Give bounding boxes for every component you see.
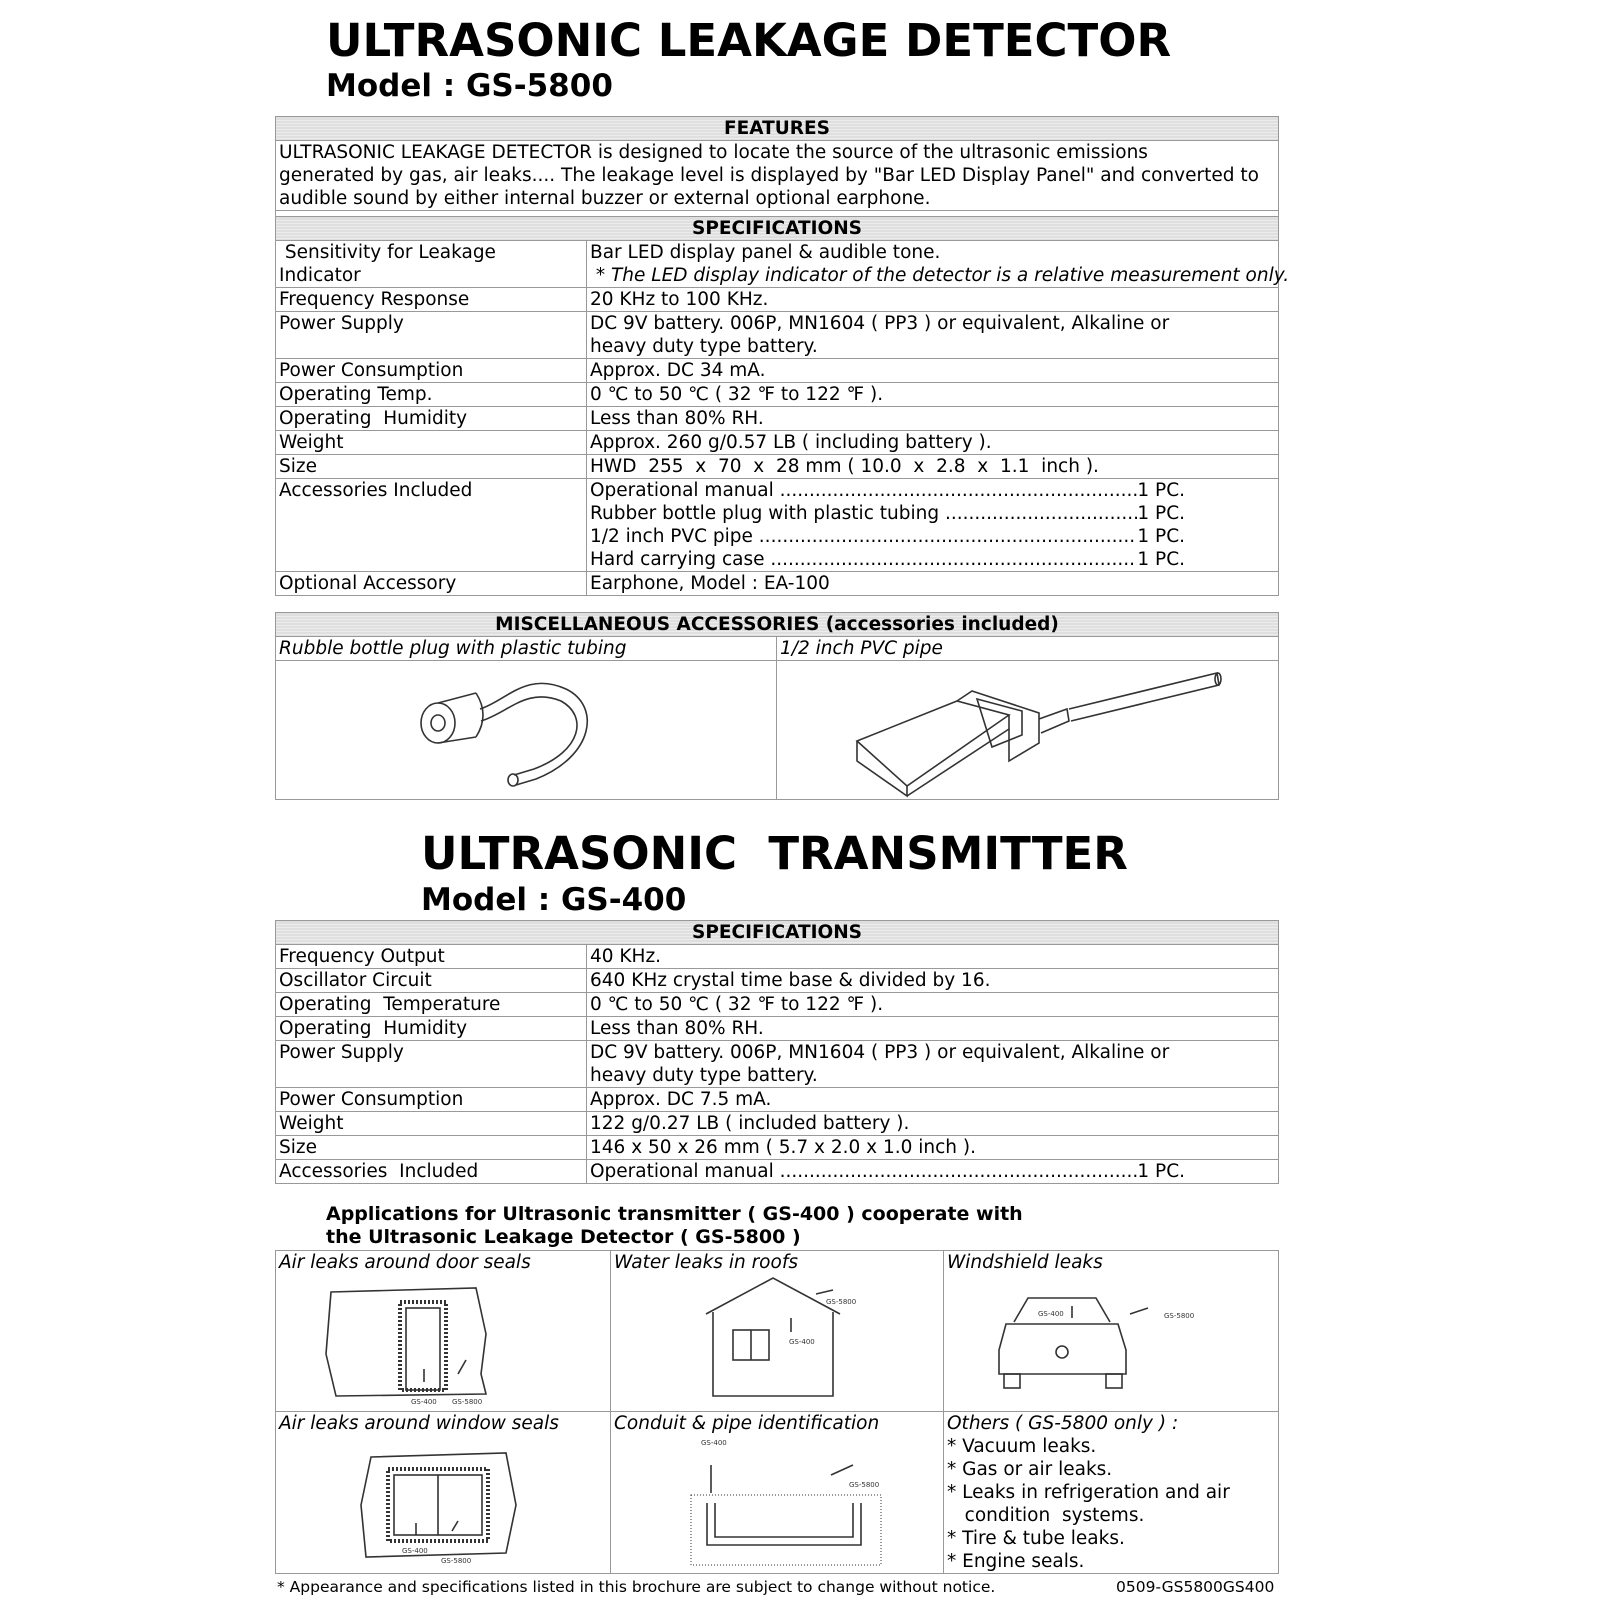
specifications-header: SPECIFICATIONS	[276, 217, 1279, 241]
app-caption: Air leaks around door seals	[279, 1252, 531, 1273]
misc-right-caption: 1/2 inch PVC pipe	[777, 637, 1279, 661]
accessory-name: Rubber bottle plug with plastic tubing .....	[590, 502, 1137, 525]
spec-value: heavy duty type battery.	[590, 1065, 818, 1086]
accessory-item	[590, 479, 1185, 502]
spec-value: Less than 80% RH.	[587, 407, 1279, 431]
app-caption: Windshield leaks	[947, 1252, 1103, 1273]
spec-label: Operating Temperature	[276, 993, 587, 1017]
spec-label: Oscillator Circuit	[276, 969, 587, 993]
spec-row-weight	[276, 431, 1279, 455]
diagram-label-tx: GS-400	[1038, 1310, 1064, 1318]
spec-row-size	[276, 455, 1279, 479]
app-caption: Conduit & pipe identification	[614, 1413, 880, 1434]
accessory-name: 1/2 inch PVC pipe .....	[590, 525, 1137, 548]
diagram-label-tx: GS-400	[402, 1547, 428, 1555]
misc-left-caption: Rubble bottle plug with plastic tubing	[276, 637, 777, 661]
spec-value: 640 KHz crystal time base & divided by 16.	[587, 969, 1279, 993]
applications-title-line: Applications for Ultrasonic transmitter ( GS-400 ) cooperate with	[326, 1203, 1023, 1225]
accessory-item	[590, 502, 1185, 525]
spec-row-frequency	[276, 288, 1279, 312]
spec-label: Accessories Included	[276, 479, 587, 572]
others-item: * Tire & tube leaks.	[947, 1528, 1125, 1549]
spec-value: DC 9V battery. 006P, MN1604 ( PP3 ) or equivalent, Alkaline or	[590, 1042, 1170, 1063]
spec-value: 0 ℃ to 50 ℃ ( 32 ℉ to 122 ℉ ).	[587, 383, 1279, 407]
spec-value: Approx. DC 34 mA.	[587, 359, 1279, 383]
spec-label: Indicator	[279, 265, 361, 286]
others-item: condition systems.	[947, 1505, 1145, 1526]
app-roof-leaks	[611, 1251, 944, 1412]
diagram-label-rx: GS-5800	[1164, 1312, 1195, 1320]
app-others	[944, 1412, 1279, 1574]
spec-row-humidity	[276, 407, 1279, 431]
windshield-illustration	[944, 1274, 1279, 1411]
spec-label: Size	[276, 1136, 587, 1160]
features-header: FEATURES	[276, 117, 1279, 141]
spec-label: Frequency Response	[276, 288, 587, 312]
diagram-label-tx: GS-400	[411, 1398, 437, 1406]
bottle-plug-illustration	[276, 661, 777, 799]
accessory-name: Operational manual .....	[590, 479, 1137, 502]
spec-value: Less than 80% RH.	[587, 1017, 1279, 1041]
spec-value: 146 x 50 x 26 mm ( 5.7 x 2.0 x 1.0 inch ).	[587, 1136, 1279, 1160]
app-conduit-pipe	[611, 1412, 944, 1574]
detector-model: Model : GS-5800	[326, 68, 613, 104]
accessory-item	[590, 548, 1185, 571]
spec-label: Sensitivity for Leakage	[279, 242, 496, 263]
app-window-seals	[276, 1412, 611, 1574]
accessory-name: Operational manual .....	[590, 1160, 1137, 1183]
detector-title: ULTRASONIC LEAKAGE DETECTOR	[326, 14, 1172, 67]
transmitter-spec-table	[275, 920, 1279, 1184]
spec-label: Frequency Output	[276, 945, 587, 969]
spec-label: Operating Temp.	[276, 383, 587, 407]
spec-label: Size	[276, 455, 587, 479]
spec-label: Optional Accessory	[276, 572, 587, 596]
misc-header	[276, 613, 1279, 637]
spec-row-optional	[276, 572, 1279, 596]
spec-value: 0 ℃ to 50 ℃ ( 32 ℉ to 122 ℉ ).	[587, 993, 1279, 1017]
door-seals-illustration	[276, 1274, 611, 1411]
diagram-label-tx: GS-400	[701, 1439, 727, 1447]
conduit-illustration	[611, 1435, 944, 1572]
accessory-qty: 1 PC.	[1137, 1161, 1185, 1182]
footer-note: * Appearance and specifications listed in this brochure are subject to change without notice.	[277, 1578, 996, 1596]
others-title: Others ( GS-5800 only ) :	[947, 1413, 1179, 1434]
spec-label: Power Consumption	[276, 359, 587, 383]
others-item: * Vacuum leaks.	[947, 1436, 1097, 1457]
pvc-pipe-illustration	[777, 661, 1279, 799]
spec-row-sensitivity	[276, 241, 1279, 288]
spec-row-consumption	[276, 359, 1279, 383]
spec-value: 20 KHz to 100 KHz.	[587, 288, 1279, 312]
spec-label: Operating Humidity	[276, 407, 587, 431]
accessory-qty: 1 PC.	[1137, 480, 1185, 501]
accessory-qty: 1 PC.	[1137, 549, 1185, 570]
accessory-qty: 1 PC.	[1137, 503, 1185, 524]
footer-code: 0509-GS5800GS400	[1116, 1578, 1275, 1596]
pvc-pipe-picture	[777, 661, 1279, 800]
applications-title-line: the Ultrasonic Leakage Detector ( GS-5800 )	[326, 1226, 801, 1248]
spec-value: heavy duty type battery.	[590, 336, 818, 357]
accessory-qty: 1 PC.	[1137, 526, 1185, 547]
app-door-seals	[276, 1251, 611, 1412]
app-caption: Air leaks around window seals	[279, 1413, 559, 1434]
transmitter-model: Model : GS-400	[421, 882, 687, 918]
detector-spec-table	[275, 116, 1290, 596]
spec-label: Accessories Included	[276, 1160, 587, 1184]
spec-label: Weight	[276, 1112, 587, 1136]
spec-value: Bar LED display panel & audible tone.	[590, 242, 941, 263]
spec-value: 40 KHz.	[587, 945, 1279, 969]
transmitter-specifications-header: SPECIFICATIONS	[276, 921, 1279, 945]
spec-value: Earphone, Model : EA-100	[587, 572, 1279, 596]
bottle-plug-picture	[276, 661, 777, 800]
spec-value: 122 g/0.27 LB ( included battery ).	[587, 1112, 1279, 1136]
features-text	[276, 141, 1279, 211]
spec-label: Power Consumption	[276, 1088, 587, 1112]
window-seals-illustration	[276, 1435, 611, 1572]
spec-row-power	[276, 312, 1279, 359]
spec-note: * The LED display indicator of the detector is a relative measurement only.	[590, 265, 1290, 286]
spec-label: Power Supply	[276, 1041, 587, 1088]
spec-row-temp	[276, 383, 1279, 407]
applications-table	[275, 1250, 1279, 1574]
diagram-label-tx: GS-400	[789, 1338, 815, 1346]
misc-header-bold: MISCELLANEOUS ACCESSORIES	[495, 614, 820, 635]
spec-value: HWD 255 x 70 x 28 mm ( 10.0 x 2.8 x 1.1 inch ).	[587, 455, 1279, 479]
misc-header-rest: (accessories included)	[819, 614, 1059, 635]
features-line: audible sound by either internal buzzer or external optional earphone.	[279, 188, 931, 209]
diagram-label-rx: GS-5800	[452, 1398, 483, 1406]
accessory-item	[590, 525, 1185, 548]
applications-title	[326, 1203, 1023, 1249]
spec-label: Weight	[276, 431, 587, 455]
diagram-label-rx: GS-5800	[849, 1481, 880, 1489]
spec-label: Power Supply	[276, 312, 587, 359]
transmitter-title: ULTRASONIC TRANSMITTER	[421, 827, 1128, 880]
app-caption: Water leaks in roofs	[614, 1252, 798, 1273]
features-line: ULTRASONIC LEAKAGE DETECTOR is designed to locate the source of the ultrasonic emissions	[279, 142, 1148, 163]
spec-value: DC 9V battery. 006P, MN1604 ( PP3 ) or equivalent, Alkaline or	[590, 313, 1170, 334]
misc-accessories-table	[275, 612, 1279, 800]
accessory-item	[590, 1160, 1185, 1183]
others-item: * Engine seals.	[947, 1551, 1085, 1572]
spec-value: Approx. 260 g/0.57 LB ( including battery ).	[587, 431, 1279, 455]
others-item: * Gas or air leaks.	[947, 1459, 1113, 1480]
roof-illustration	[611, 1274, 944, 1411]
diagram-label-rx: GS-5800	[826, 1298, 857, 1306]
others-item: * Leaks in refrigeration and air	[947, 1482, 1230, 1503]
spec-row-accessories	[276, 479, 1279, 572]
app-windshield-leaks	[944, 1251, 1279, 1412]
diagram-label-rx: GS-5800	[441, 1557, 472, 1565]
spec-value: Approx. DC 7.5 mA.	[587, 1088, 1279, 1112]
accessory-name: Hard carrying case .....	[590, 548, 1137, 571]
spec-label: Operating Humidity	[276, 1017, 587, 1041]
features-line: generated by gas, air leaks.... The leakage level is displayed by "Bar LED Display Panel" and converted to	[279, 165, 1259, 186]
